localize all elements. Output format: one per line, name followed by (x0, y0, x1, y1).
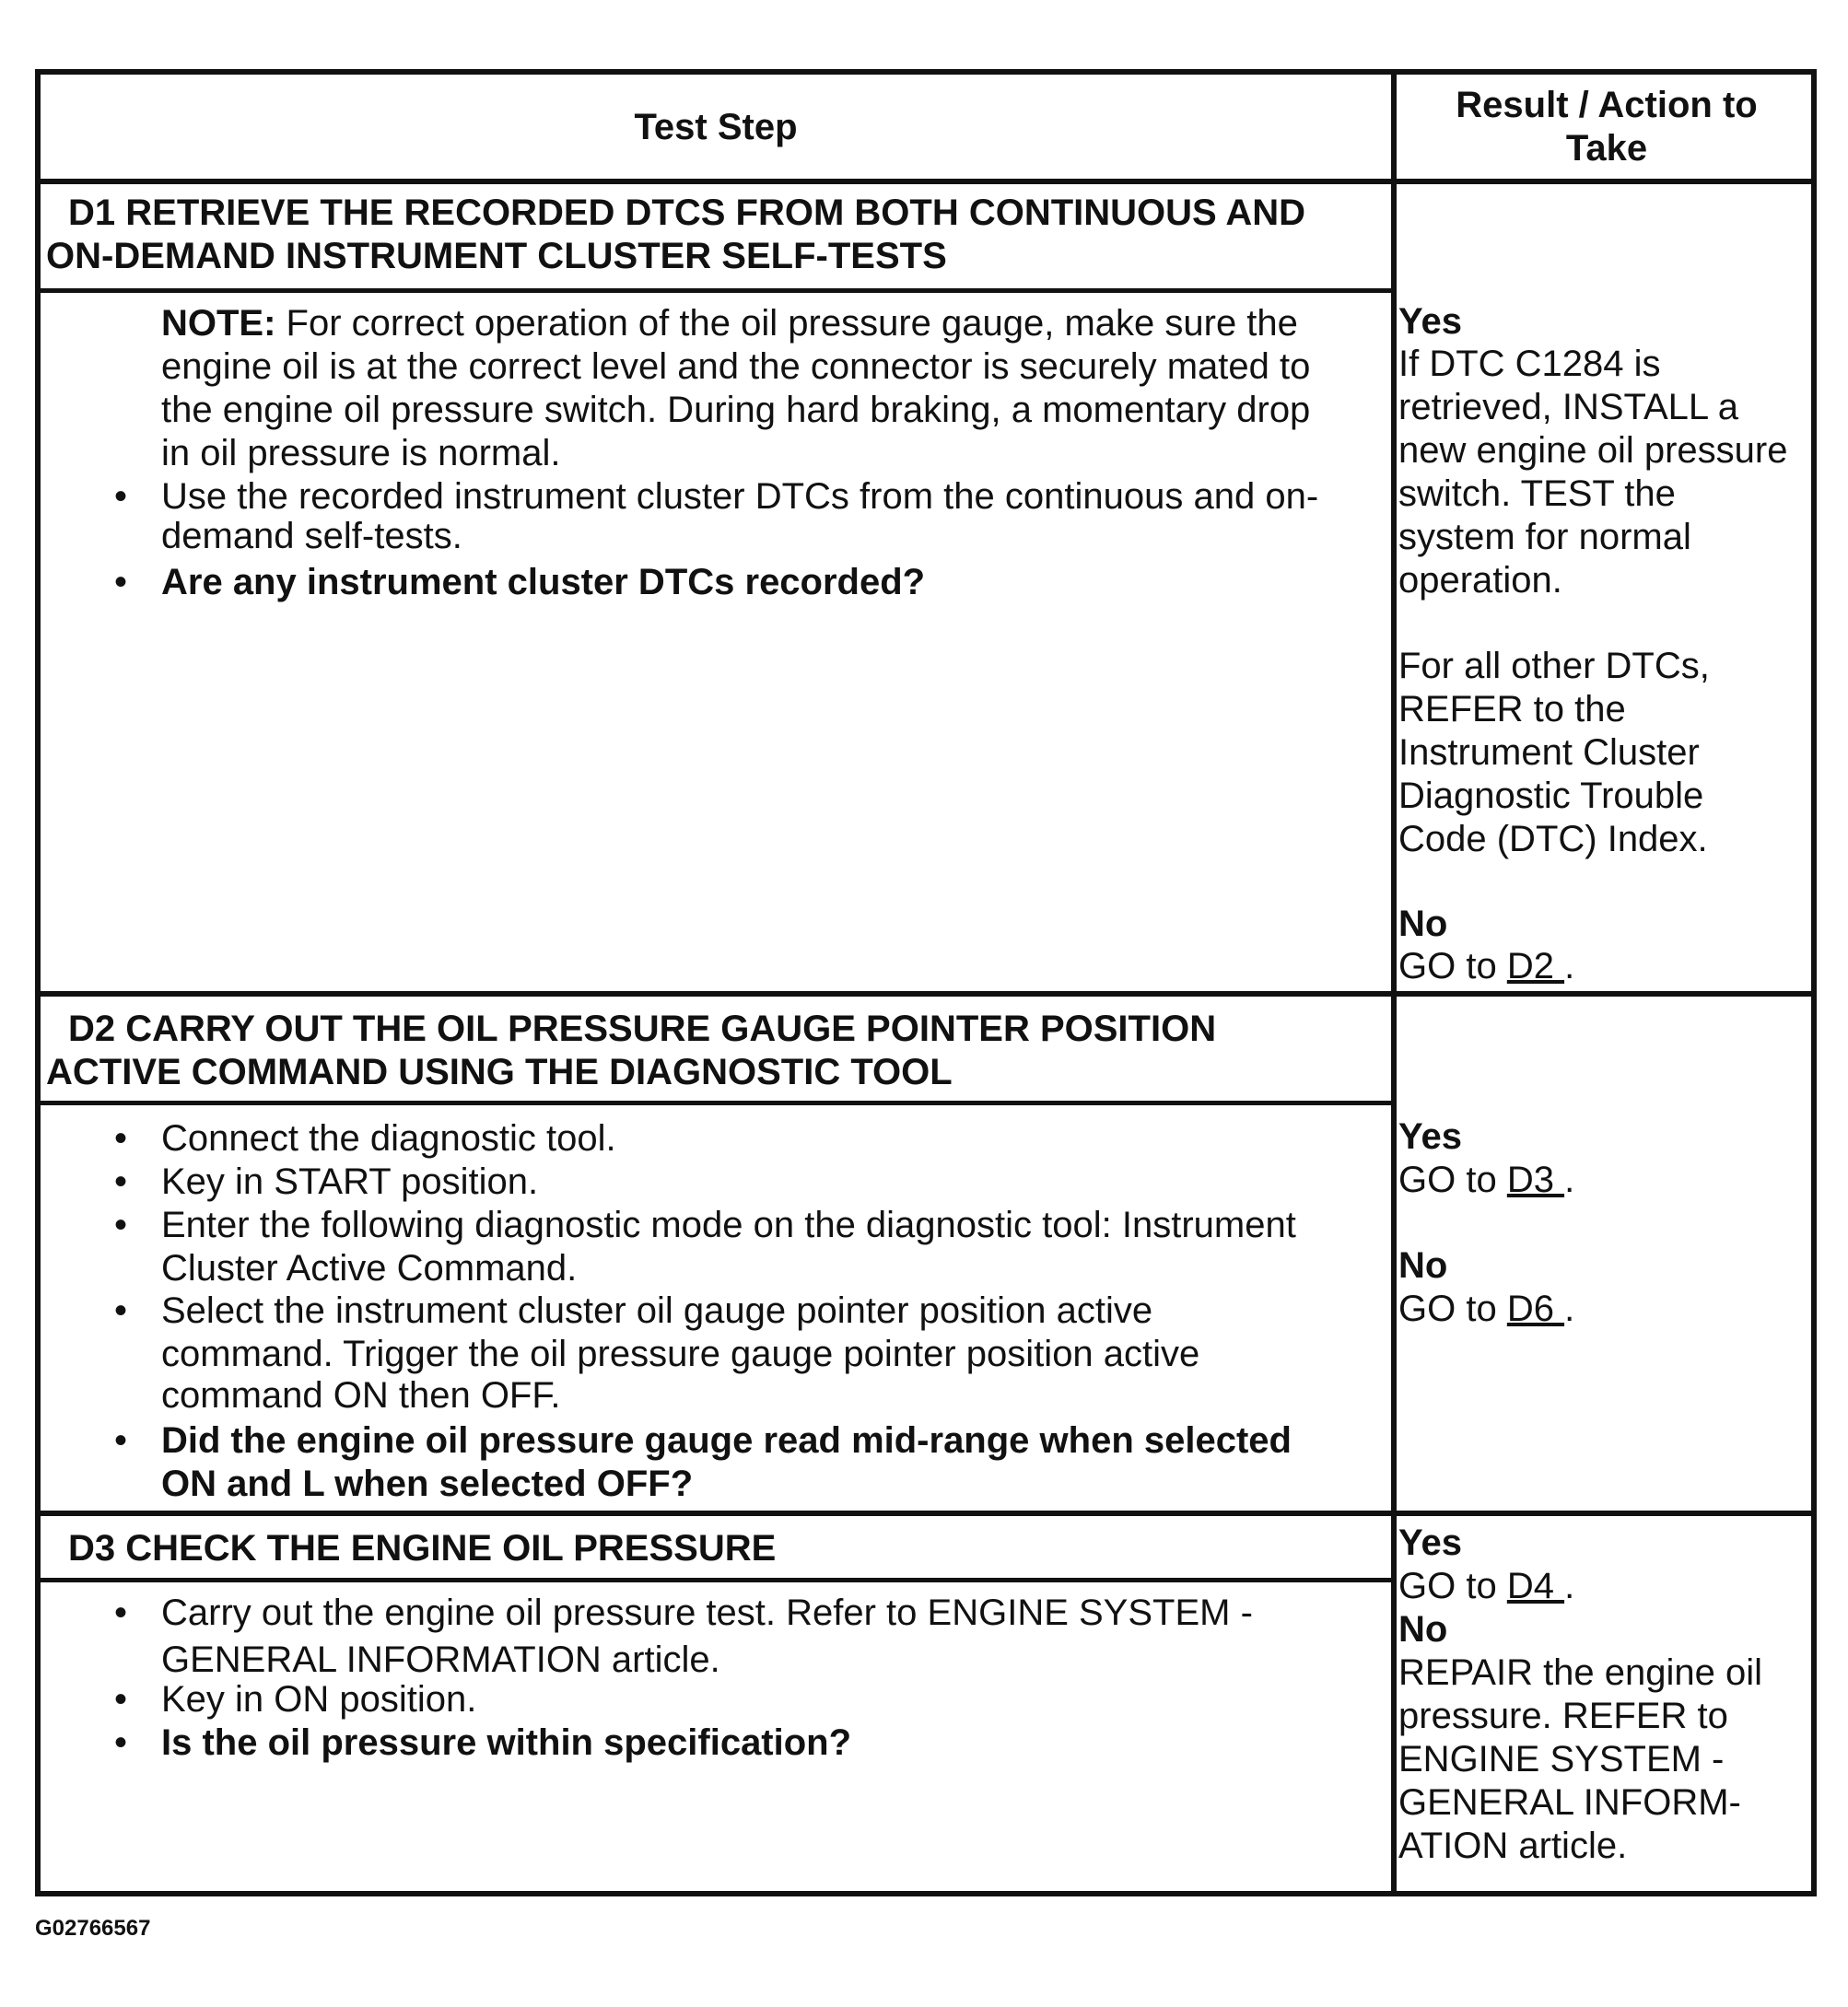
d1-bullet1-line1: Use the recorded instrument cluster DTCs from the continuous and on- (161, 476, 1319, 517)
d3-no-line: ATION article. (1398, 1826, 1628, 1866)
d2-bullet1: Connect the diagnostic tool. (161, 1118, 616, 1159)
d2-bullet4-line2: command. Trigger the oil pressure gauge pointer position active (161, 1334, 1200, 1374)
d3-yes-goto: GO to (1398, 1566, 1507, 1606)
d3-yes-text (1398, 1565, 1574, 1608)
d2-question (161, 1419, 1292, 1506)
bullet-icon: • (114, 1679, 128, 1720)
d2-bullet4 (161, 1289, 1199, 1418)
bullet-icon: • (114, 1290, 128, 1331)
d2-no-text (1398, 1288, 1574, 1331)
column-divider (1391, 75, 1397, 1896)
d3-bullet1-line1: Carry out the engine oil pressure test. Refer to ENGINE SYSTEM - (161, 1593, 1253, 1633)
d1-note (161, 302, 1359, 475)
header-result-action: Result / Action to Take (1456, 85, 1758, 169)
d2-title-rule (41, 1101, 1391, 1105)
d2-question-line2: ON and L when selected OFF? (161, 1464, 694, 1504)
d2-bullet3-line1: Enter the following diagnostic mode on the diagnostic tool: Instrument (161, 1205, 1296, 1245)
bullet-icon: • (114, 1420, 128, 1461)
d3-no-text (1398, 1651, 1804, 1868)
d2-yes-goto: GO to (1398, 1160, 1507, 1200)
d3-question: Is the oil pressure within specification? (161, 1722, 852, 1763)
d2-yes-label: Yes (1398, 1116, 1462, 1157)
d1-yes-line: new engine oil pressure (1398, 430, 1788, 471)
d3-yes-end: . (1564, 1566, 1575, 1606)
d1-no-end: . (1564, 946, 1575, 986)
d3-bullet1-line2: GENERAL INFORMATION article. (161, 1639, 720, 1680)
d2-bullet3-line2: Cluster Active Command. (161, 1248, 578, 1289)
d2-no-end: . (1564, 1289, 1575, 1329)
d3-no-line: REPAIR the engine oil (1398, 1652, 1763, 1693)
bullet-icon: • (114, 1118, 128, 1159)
d1-yes-line: switch. TEST the (1398, 473, 1676, 514)
d1-yes-text (1398, 343, 1804, 602)
d3-no-line: GENERAL INFORM- (1398, 1782, 1741, 1823)
bullet-icon: • (114, 562, 128, 602)
d3-no-line: ENGINE SYSTEM - (1398, 1739, 1725, 1779)
d2-end-rule (41, 1511, 1817, 1516)
note-line1: For correct operation of the oil pressure gauge, make sure the (275, 303, 1298, 344)
d1-other-text (1398, 645, 1804, 861)
header-test-step: Test Step (634, 107, 798, 147)
bullet-icon: • (114, 1161, 128, 1202)
note-label: NOTE: (161, 303, 276, 344)
d2-yes-end: . (1564, 1160, 1575, 1200)
d3-bullet2: Key in ON position. (161, 1679, 477, 1720)
d2-bullet4-line3: command ON then OFF. (161, 1375, 561, 1416)
d2-title-line2: ACTIVE COMMAND USING THE DIAGNOSTIC TOOL (46, 1052, 953, 1092)
d1-yes-line: If DTC C1284 is (1398, 344, 1661, 384)
d1-bullet1-line2: demand self-tests. (161, 516, 462, 556)
d3-no-line: pressure. REFER to (1398, 1696, 1728, 1736)
note-line3: the engine oil pressure switch. During hard braking, a momentary drop (161, 390, 1311, 430)
d2-bullet3 (161, 1204, 1296, 1290)
d1-other-line: Code (DTC) Index. (1398, 819, 1708, 859)
d1-no-label: No (1398, 904, 1448, 944)
d3-yes-label: Yes (1398, 1523, 1462, 1563)
d1-end-rule (41, 991, 1817, 997)
d1-title (68, 192, 1305, 235)
d1-title-rule (41, 288, 1391, 293)
d1-yes-line: system for normal (1398, 517, 1691, 557)
d1-question: Are any instrument cluster DTCs recorded? (161, 562, 926, 602)
bullet-icon: • (114, 476, 128, 517)
d2-title-line1: D2 CARRY OUT THE OIL PRESSURE GAUGE POINTER POSITION (68, 1009, 1217, 1049)
d2-yes-text (1398, 1159, 1574, 1202)
d1-other-line: Diagnostic Trouble (1398, 776, 1704, 816)
d1-other-line: For all other DTCs, (1398, 646, 1710, 686)
d6-link[interactable]: D6 (1506, 1289, 1565, 1329)
d1-no-text (1398, 945, 1574, 988)
d2-question-line1: Did the engine oil pressure gauge read mid-range when selected (161, 1420, 1292, 1461)
note-line4: in oil pressure is normal. (161, 433, 561, 473)
d2-bullet4-line1: Select the instrument cluster oil gauge pointer position active (161, 1290, 1153, 1331)
d2-link[interactable]: D2 (1506, 946, 1565, 986)
d4-link[interactable]: D4 (1506, 1566, 1565, 1606)
figure-id: G02766567 (35, 1916, 151, 1941)
bullet-icon: • (114, 1205, 128, 1245)
d1-title-line1: D1 RETRIEVE THE RECORDED DTCS FROM BOTH CONTINUOUS AND (68, 193, 1306, 233)
d2-no-goto: GO to (1398, 1289, 1507, 1329)
d3-no-label: No (1398, 1609, 1448, 1650)
d2-bullet2: Key in START position. (161, 1161, 539, 1202)
d3-bullet1 (161, 1592, 1253, 1682)
d1-other-line: REFER to the (1398, 689, 1626, 729)
header-rule (41, 179, 1817, 184)
d1-yes-line: retrieved, INSTALL a (1398, 387, 1739, 427)
d1-yes-label: Yes (1398, 301, 1462, 342)
bullet-icon: • (114, 1722, 128, 1763)
d1-other-line: Instrument Cluster (1398, 732, 1700, 773)
bullet-icon: • (114, 1593, 128, 1633)
d1-yes-line: operation. (1398, 560, 1562, 601)
d3-title-rule (41, 1578, 1391, 1582)
d1-title-line2: ON-DEMAND INSTRUMENT CLUSTER SELF-TESTS (46, 236, 947, 276)
d1-goto: GO to (1398, 946, 1507, 986)
note-line2: engine oil is at the correct level and the connector is securely mated to (161, 346, 1311, 387)
d3-title: D3 CHECK THE ENGINE OIL PRESSURE (68, 1528, 777, 1569)
d1-bullet1 (161, 475, 1318, 558)
d2-no-label: No (1398, 1245, 1448, 1286)
d3-link[interactable]: D3 (1506, 1160, 1565, 1200)
